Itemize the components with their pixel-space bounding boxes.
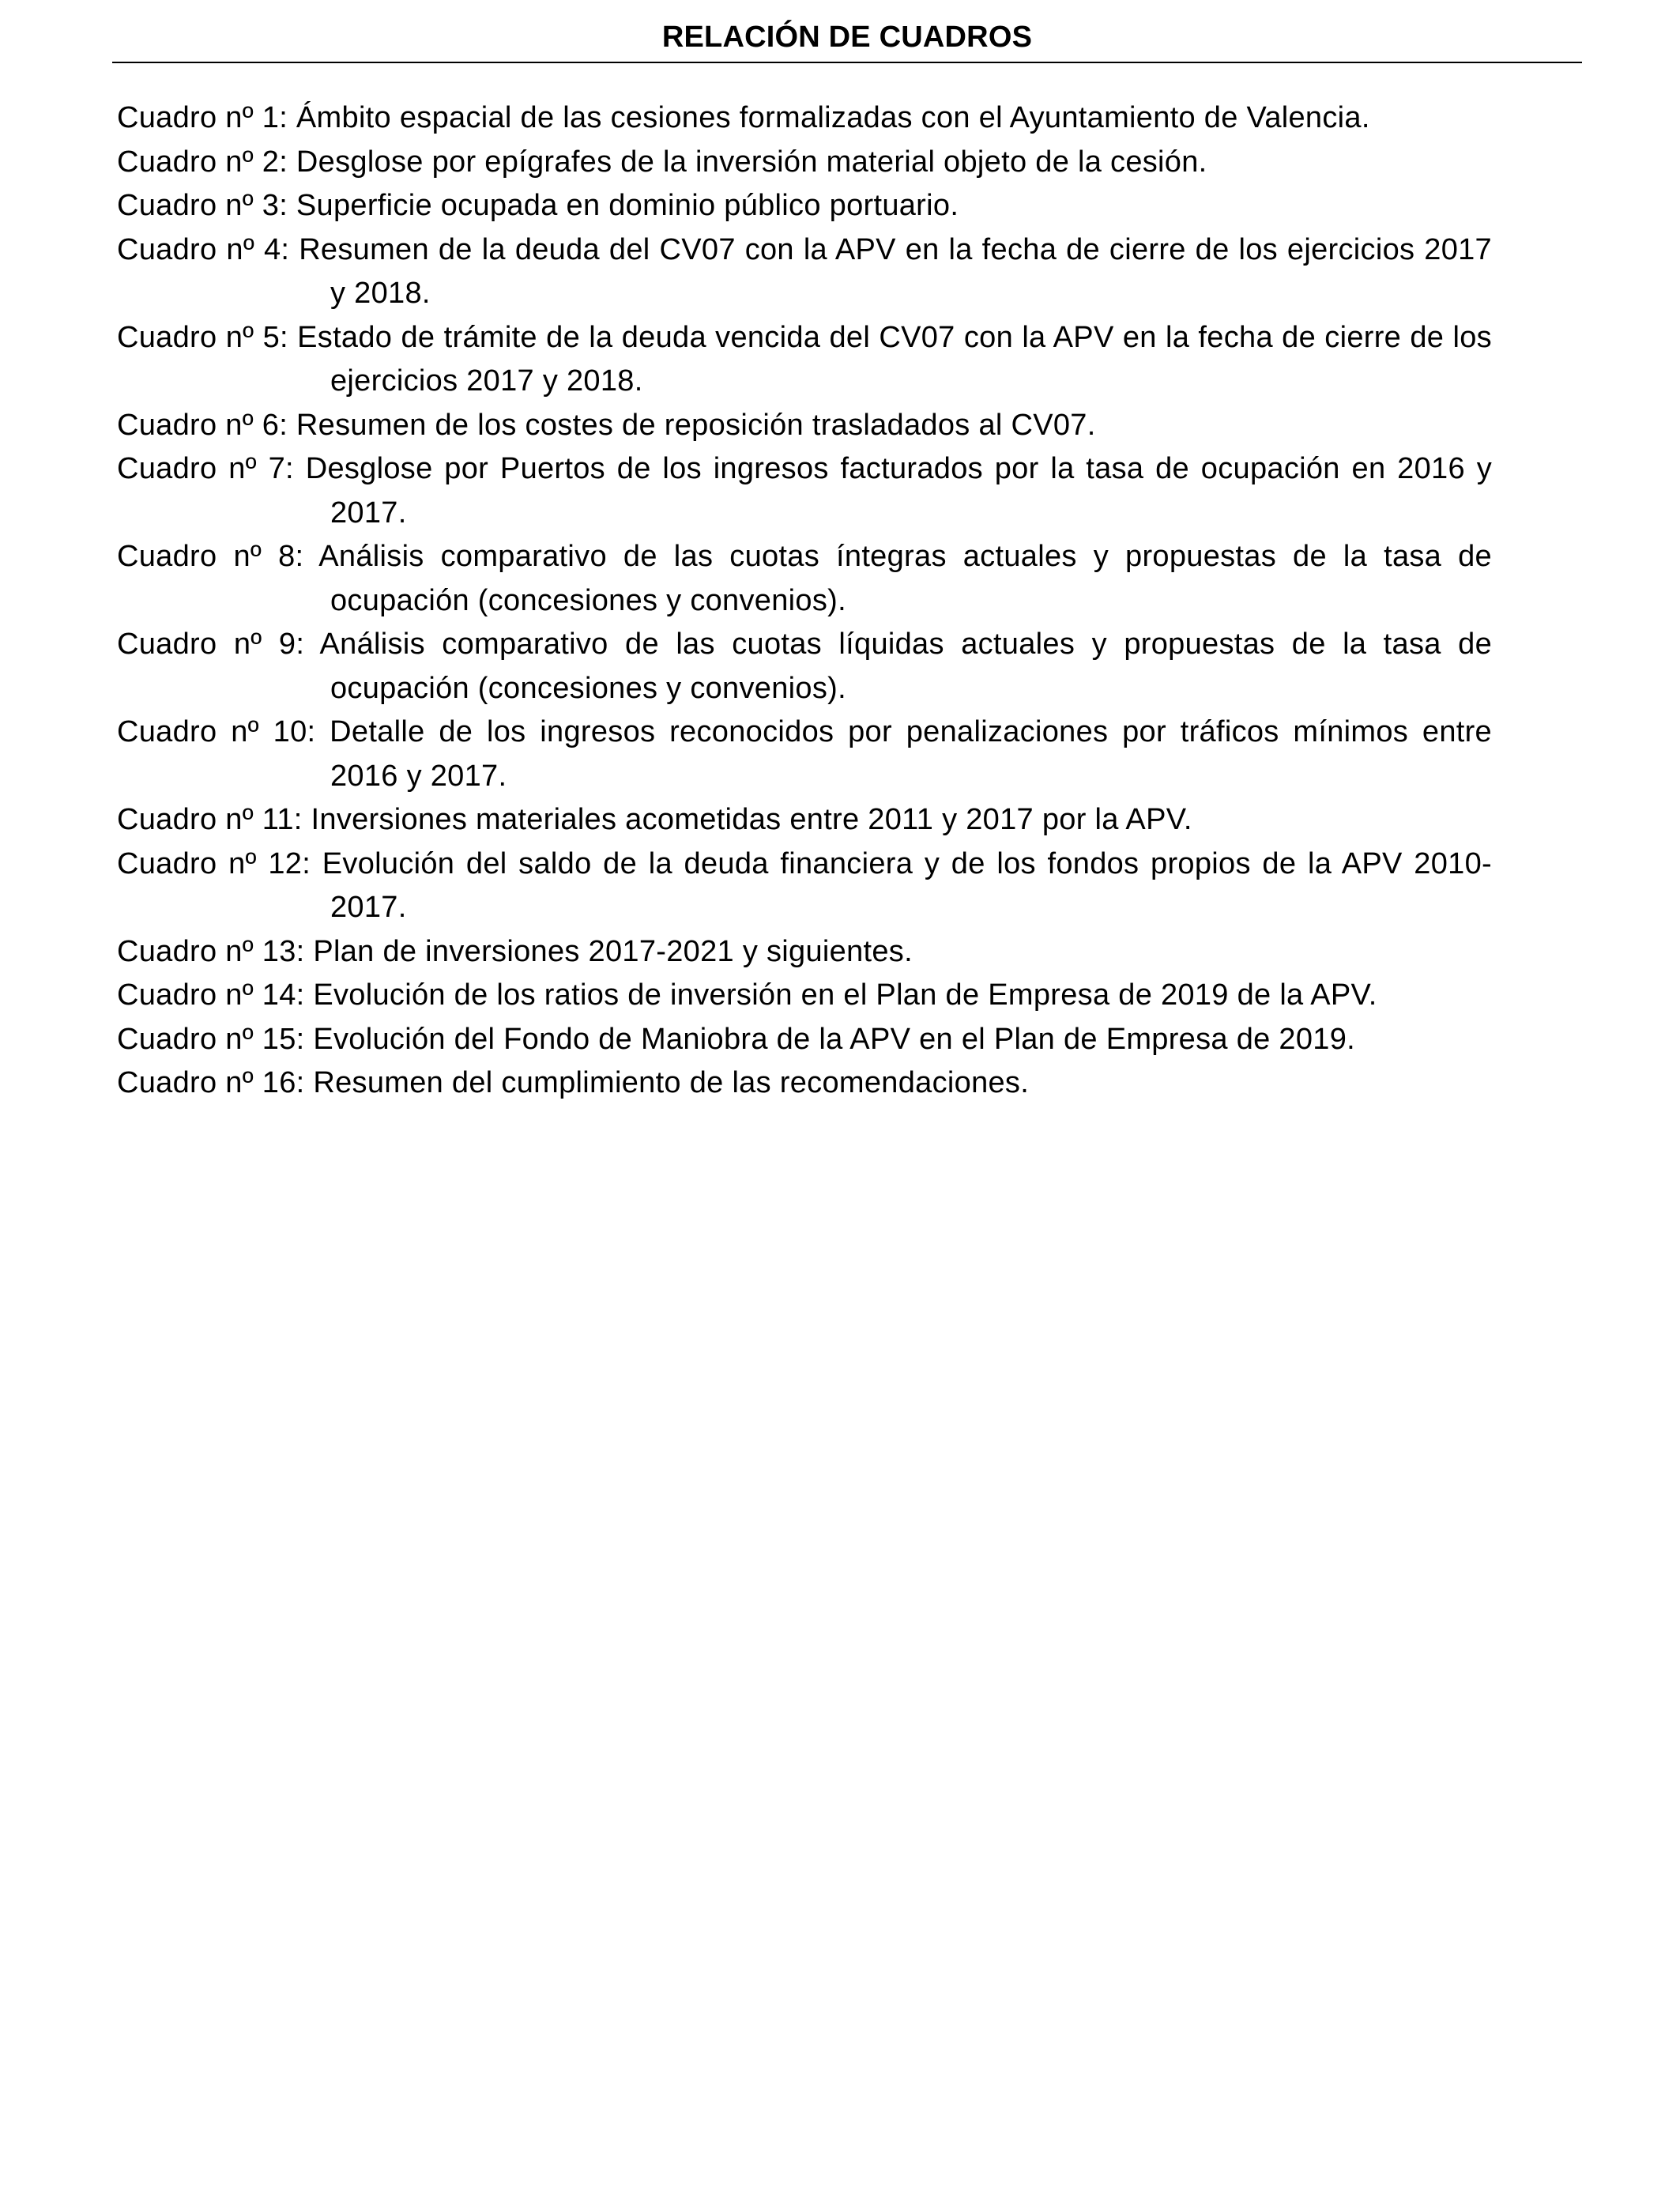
list-item: Cuadro nº 12: Evolución del saldo de la deuda financiera y de los fondos propios de la APV 2010-2017.: [117, 846, 1492, 924]
list-item: Cuadro nº 8: Análisis comparativo de las cuotas íntegras actuales y propuestas de la tasa de ocupación (concesiones y convenios).: [117, 540, 1492, 617]
list-item: Cuadro nº 7: Desglose por Puertos de los ingresos facturados por la tasa de ocupación en 2016 y 2017.: [117, 452, 1492, 530]
list-item: Cuadro nº 3: Superficie ocupada en dominio público portuario.: [117, 189, 959, 222]
list-item: Cuadro nº 14: Evolución de los ratios de inversión en el Plan de Empresa de 2019 de la APV.: [117, 978, 1377, 1012]
table-index-list: [117, 96, 1492, 1106]
list-item: Cuadro nº 11: Inversiones materiales acometidas entre 2011 y 2017 por la APV.: [117, 803, 1192, 836]
page-title: RELACIÓN DE CUADROS: [661, 21, 1033, 54]
title-underline: [112, 62, 1582, 63]
list-item: Cuadro nº 16: Resumen del cumplimiento de las recomendaciones.: [117, 1066, 1030, 1099]
list-item: Cuadro nº 6: Resumen de los costes de reposición trasladados al CV07.: [117, 408, 1096, 442]
list-item: Cuadro nº 1: Ámbito espacial de las cesiones formalizadas con el Ayuntamiento de Valencia.: [117, 101, 1370, 134]
list-item: Cuadro nº 10: Detalle de los ingresos reconocidos por penalizaciones por tráficos mínimos entre 2016 y 2017.: [117, 715, 1492, 793]
list-item: Cuadro nº 15: Evolución del Fondo de Maniobra de la APV en el Plan de Empresa de 2019.: [117, 1022, 1356, 1056]
list-item: Cuadro nº 9: Análisis comparativo de las cuotas líquidas actuales y propuestas de la tasa de ocupación (concesiones y convenios).: [117, 628, 1492, 705]
list-item: Cuadro nº 2: Desglose por epígrafes de la inversión material objeto de la cesión.: [117, 145, 1207, 179]
list-item: Cuadro nº 5: Estado de trámite de la deuda vencida del CV07 con la APV en la fecha de cierre de los ejercicios 2017 y 2018.: [117, 320, 1492, 398]
list-item: Cuadro nº 13: Plan de inversiones 2017-2021 y siguientes.: [117, 934, 913, 968]
list-item: Cuadro nº 4: Resumen de la deuda del CV07 con la APV en la fecha de cierre de los ejercicios 2017 y 2018.: [117, 232, 1492, 310]
